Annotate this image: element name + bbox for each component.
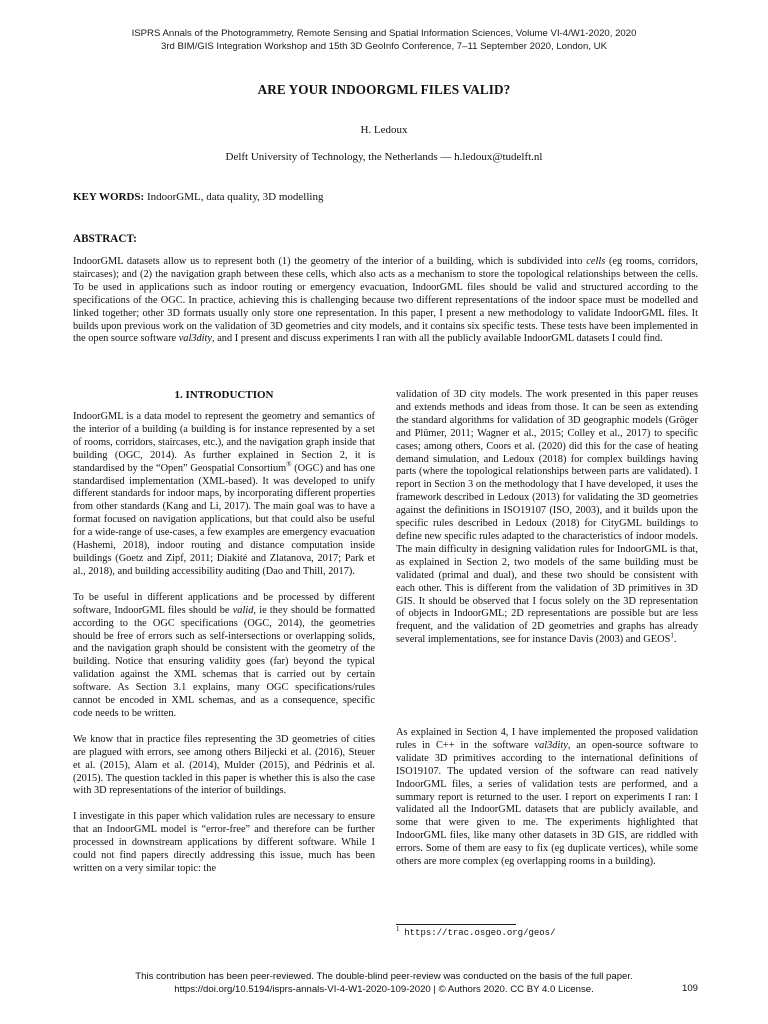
intro-p2-text-a: To be useful in different applications and be processed by different software, IndoorGML files should be [73, 591, 375, 616]
footnote-url-link[interactable]: https://trac.osgeo.org/geos/ [404, 928, 556, 938]
abstract-part-3: , and I present and discuss experiments I ran with all the publicly available IndoorGML datasets I could find. [212, 333, 663, 345]
intro-paragraph-6 [396, 727, 698, 869]
page-number: 109 [681, 983, 698, 994]
intro-p6-text-b: , an open-source software to validate 3D primitives according to the international definitions of ISO19107. The updated version of the software can read natively IndoorGML files, a series of validation tests are performed, and a summary report is returned to the user. I report on experiments I ran: I validated all the IndoorGML datasets that are publicly available, and some that were given to me. The experiments highlighted that IndoorGML files, like many other datasets in 3D GIS, are riddled with errors. Some of them are easy to fix (eg duplicate vertices), while some others are more complex (eg overlapping rooms in a building). [396, 739, 699, 868]
page-footer [0, 970, 768, 996]
right-column-lower [396, 727, 698, 882]
footnote-divider [396, 924, 516, 925]
abstract-part-1: IndoorGML datasets allow us to represent both (1) the geometry of the interior of a building, which is subdivided into [73, 256, 583, 267]
footer-review-note: This contribution has been peer-reviewed. The double-blind peer-review was conducted on the basis of the full paper. [135, 971, 633, 982]
keywords [73, 191, 713, 203]
intro-paragraph-2 [73, 592, 375, 721]
intro-paragraph-1 [73, 411, 375, 579]
author-name: H. Ledoux [360, 124, 408, 136]
intro-paragraph-3: We know that in practice files representing the 3D geometries of cities are plagued with errors, see among others Biljecki et al. (2016), Steuer et al. (2015), Alam et al. (2014), Mulder (2015), and Pédrinis et al. (2015). The question tackled in this paper is whether this is also the case with 3D representations of the interior of buildings. [73, 733, 375, 797]
registered-mark: ® [286, 460, 292, 469]
paper-title: ARE YOUR INDOORGML FILES VALID? [257, 82, 511, 97]
section-heading-introduction: 1. INTRODUCTION [174, 389, 274, 401]
abstract-software-name: val3dity [178, 333, 213, 345]
abstract-heading: ABSTRACT: [73, 233, 137, 245]
running-header [0, 27, 768, 53]
footnote-reference: 1 [670, 631, 674, 640]
header-line-1: ISPRS Annals of the Photogrammetry, Remote Sensing and Spatial Information Sciences, Volume VI-4/W1-2020, 2020 [131, 28, 637, 39]
intro-p1-text-a: IndoorGML is a data model to represent the geometry and semantics of the interior of a building (a building is for instance represented by a set of rooms, corridors, staircases, etc.), and the navigation graph inside that building (OGC, 2014). As further explained in Section 2, it is standardised by the “Open” Geospatial Consortium [73, 411, 375, 474]
footer-doi-link[interactable]: https://doi.org/10.5194/isprs-annals-VI-4-W1-2020-109-2020 | © Authors 2020. CC BY 4.0 License. [174, 984, 594, 995]
intro-p5-end: . [673, 634, 677, 646]
intro-p6-software-name: val3dity [534, 739, 568, 751]
intro-p2-valid-term: valid [232, 604, 254, 616]
intro-paragraph-5 [396, 389, 698, 647]
abstract-text [73, 256, 698, 346]
footnote [396, 924, 698, 938]
intro-p2-text-b: , ie they should be formatted according to the OGC specifications (OGC, 2014), the geometries should be free of errors such as self-intersections or overlapping solids, and the navigation graph should be consistent with the geometry of the building. Notice that ensuring validity goes (far) beyond the typical validation against the XML schemas that is carried out by certain software. As Section 3.1 explains, many OGC specifications/rules cannot be encoded in XML schemas, and as a consequence, specific code needs to be written. [73, 604, 375, 719]
intro-p6-text-a: As explained in Section 4, I have implemented the proposed validation rules in C++ in the software [396, 727, 698, 751]
abstract-part-2: (eg rooms, corridors, staircases); and (2) the navigation graph between these cells, which also acts as a mechanism to store the topological relationships between the cells. To be used in applications such as indoor routing or emergency evacuation, IndoorGML files should be valid and structured according to the specifications of the OGC. In practice, achieving this is challenging because two different representations of the indoor space must be modelled and linked together; other 3D formats usually only store one representation. In this paper, I present a new methodology to validate IndoorGML files. It builds upon previous work on the validation of 3D geometries and city models, and it contains six specific tests. These tests have been implemented in the open source software [73, 256, 698, 345]
keywords-label: KEY WORDS: [73, 191, 145, 203]
intro-paragraph-4: I investigate in this paper which validation rules are necessary to ensure that an IndoorGML model is “error-free” and therefore can be further processed in downstream applications by different software. While I could not find papers directly addressing this issue, much has been written on a very similar topic: the [73, 811, 375, 874]
intro-p5-text: validation of 3D city models. The work presented in this paper reuses and extends methods and ideas from those. It can be seen as extending the standard algorithms for validation of 3D geographic models (Gröger and Plümer, 2011; Wagner et al., 2015; Colley et al., 2017) to specific cases; among others, Coors et al. (2020) did this for the case of heating demand simulation, and Ledoux (2018) for complex buildings having parts (where the topological relationships between parts are validated). I report in Section 3 on the methodology that I have developed, it uses the framework described in Ledoux (2013) for validating the 3D geometries against the definitions in ISO19107 (ISO, 2003), and it builds upon the specific rules described in Ledoux (2018) for CityGML buildings to define new specific rules adapted to the characteristics of indoor models. The main difficulty in designing validation rules for IndoorGML is that, as explained in Section 2, two models of the same building must be validated (primal and dual), and these two should be consistent with each other. This is different from the validation of 3D primitives in 3D GIS. It should be observed that I focus solely on the 3D representation of objects in IndoorGML; 2D representations are possible but are less frequent, and the validation of 2D geometries and graphs has already several implementations, see for instance Davis (2003) and GEOS [396, 389, 698, 646]
header-line-2: 3rd BIM/GIS Integration Workshop and 15th 3D GeoInfo Conference, 7–11 September 2020, London, UK [160, 41, 608, 52]
author-affiliation: Delft University of Technology, the Netherlands — h.ledoux@tudelft.nl [225, 151, 543, 163]
footnote-mark: 1 [396, 924, 400, 933]
abstract-cells-term: cells [586, 256, 606, 267]
left-column [73, 411, 375, 889]
intro-p1-text-b: (OGC) and has one standardised implementation (XML-based). It was developed to unify different standards for indoor maps, by incorporating different properties from other standards (Kang and Li, 2017). The main goal was to have a format focused on navigation applications, but that could also be useful for a wide-range of use-cases, a few examples are emergency evacuation (Hashemi, 2018), indoor routing and distance computation inside buildings (Goetz and Zipf, 2011; Diakité and Zlatanova, 2017; Park et al., 2018), and building accessibility auditing (Dao and Thill, 2017). [73, 462, 375, 577]
right-column [396, 389, 698, 660]
keywords-text: IndoorGML, data quality, 3D modelling [146, 191, 324, 203]
